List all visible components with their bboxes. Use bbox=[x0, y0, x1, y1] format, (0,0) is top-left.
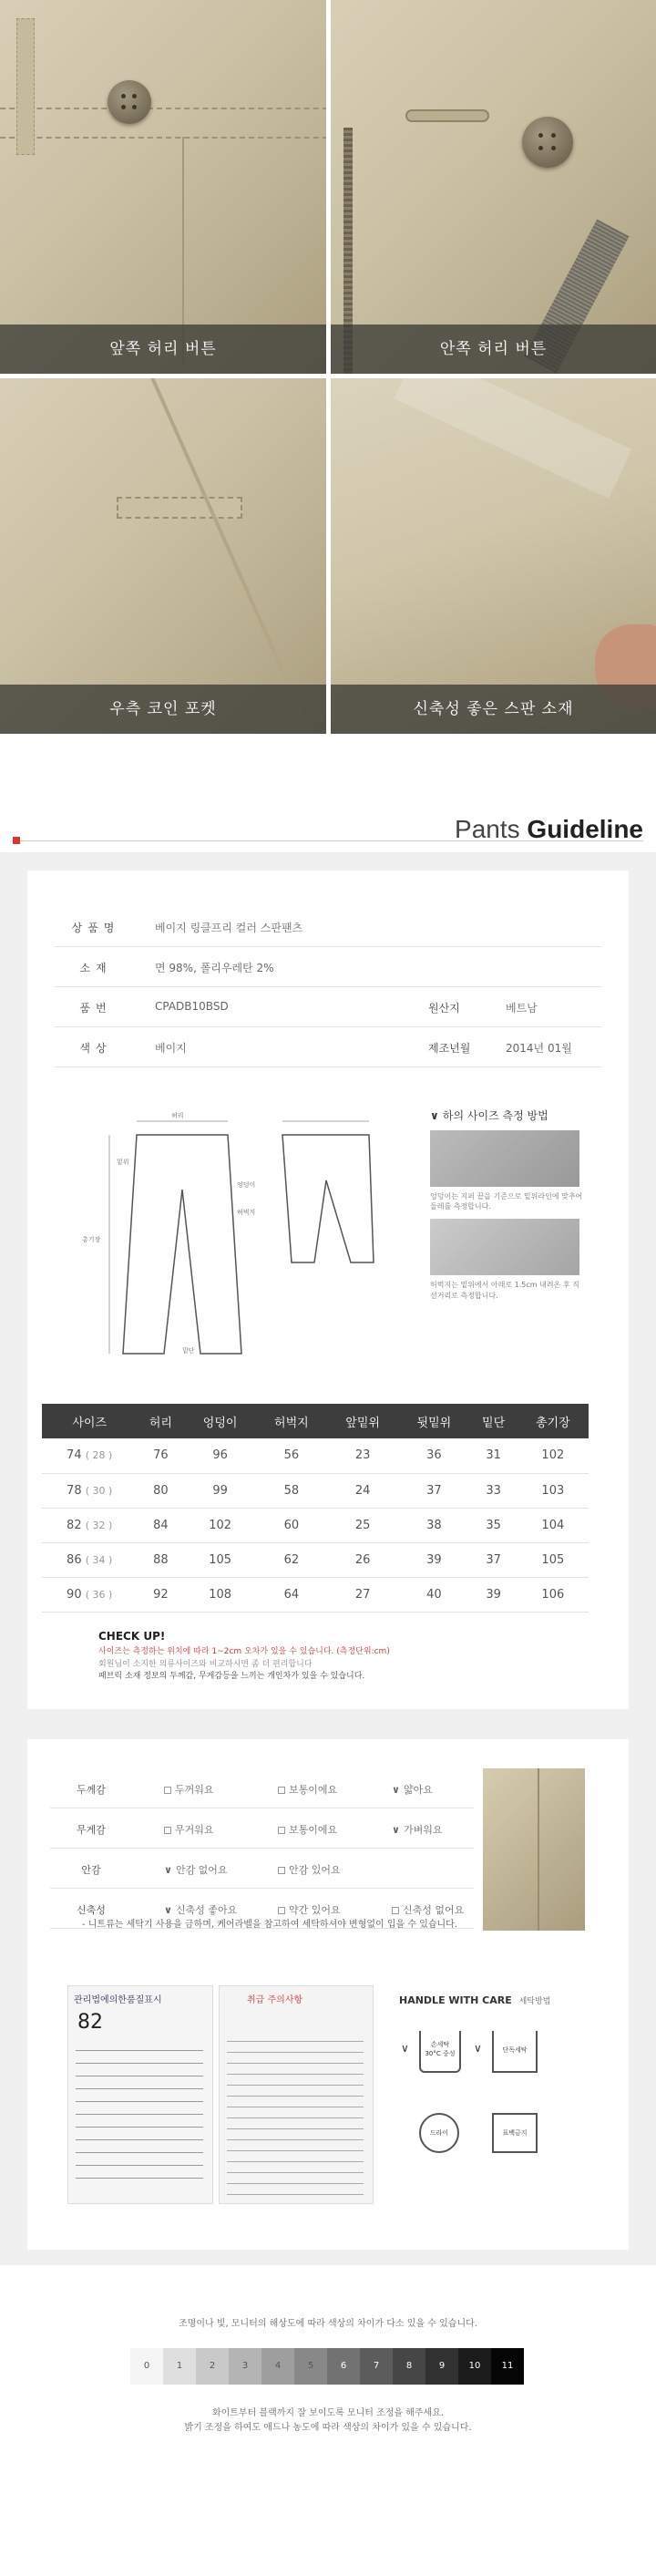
fit-row bbox=[50, 1808, 474, 1849]
gray-swatch: 4 bbox=[261, 2348, 294, 2385]
fit-label: 신축성 bbox=[77, 1904, 106, 1916]
care-box bbox=[383, 1985, 592, 2204]
checkbox-icon bbox=[164, 1827, 171, 1834]
size-header-cell: 밑단 bbox=[470, 1404, 518, 1438]
size-header-cell: 허리 bbox=[137, 1404, 184, 1438]
size-row bbox=[42, 1577, 589, 1612]
size-table-body bbox=[42, 1438, 589, 1612]
fit-label: 안감 bbox=[81, 1864, 101, 1876]
photo-inner-waist-button bbox=[331, 0, 656, 374]
size-alt: ( 32 ) bbox=[85, 1519, 113, 1531]
fit-label: 무게감 bbox=[77, 1824, 106, 1836]
size-measure-cell: 37 bbox=[470, 1542, 518, 1577]
buttonhole bbox=[405, 109, 489, 122]
fit-option-label: 약간 있어요 bbox=[289, 1904, 341, 1916]
info-value: CPADB10BSD bbox=[155, 1000, 229, 1013]
monitor-note3: 밝기 조정을 하여도 애드나 농도에 따라 색상의 차이가 있을 수 있습니다. bbox=[184, 2423, 472, 2433]
size-measure-cell: 31 bbox=[470, 1438, 518, 1473]
fit-option-label: 신축성 좋아요 bbox=[175, 1904, 238, 1916]
size-header-cell: 뒷밑위 bbox=[398, 1404, 469, 1438]
size-header-cell: 사이즈 bbox=[42, 1404, 137, 1438]
fit-option bbox=[164, 1862, 228, 1877]
size-measure-cell: 36 bbox=[398, 1438, 469, 1473]
size-header-cell: 총기장 bbox=[518, 1404, 589, 1438]
size-measure-cell: 96 bbox=[185, 1438, 256, 1473]
checkbox-icon bbox=[278, 1867, 285, 1874]
size-measure-cell: 40 bbox=[398, 1577, 469, 1612]
bleach-label: 표백금지 bbox=[502, 2129, 528, 2137]
belt-seam bbox=[0, 108, 326, 139]
info-value: 베이지 링클프리 컬러 스판팬츠 bbox=[155, 922, 303, 934]
fit-option-label: 얇아요 bbox=[403, 1784, 433, 1796]
size-measure-cell: 62 bbox=[256, 1542, 327, 1577]
fit-option-label: 가벼워요 bbox=[403, 1824, 443, 1836]
info-row bbox=[55, 1027, 601, 1067]
check-icon: ∨ bbox=[392, 1784, 400, 1796]
size-measure-cell: 26 bbox=[327, 1542, 398, 1577]
photo-caption: 신축성 좋은 스판 소재 bbox=[331, 685, 656, 734]
size-measure-cell: 108 bbox=[185, 1577, 256, 1612]
gray-swatch: 2 bbox=[196, 2348, 229, 2385]
size-measure-cell: 92 bbox=[137, 1577, 184, 1612]
info-label2: 제조년월 bbox=[428, 1042, 471, 1055]
size-measure-cell: 99 bbox=[185, 1473, 256, 1508]
size-alt: ( 28 ) bbox=[85, 1449, 113, 1462]
caution-lines bbox=[227, 2041, 364, 2196]
size-value: 82 bbox=[67, 1518, 82, 1532]
thigh-note: 허벅지는 밑위에서 아래로 1.5cm 내려온 후 직선거리로 측정합니다. bbox=[430, 1281, 579, 1300]
info-row bbox=[55, 987, 601, 1027]
inner-button-icon bbox=[522, 117, 573, 168]
size-measure-cell: 58 bbox=[256, 1473, 327, 1508]
size-header-cell: 앞밑위 bbox=[327, 1404, 398, 1438]
size-measure-cell: 33 bbox=[470, 1473, 518, 1508]
diagram-label-hip: 엉덩이 bbox=[237, 1181, 256, 1189]
photo-caption: 우측 코인 포켓 bbox=[0, 685, 326, 734]
size-cell bbox=[42, 1508, 137, 1542]
checkbox-icon bbox=[278, 1907, 285, 1914]
size-measure-cell: 25 bbox=[327, 1508, 398, 1542]
size-measure-cell: 38 bbox=[398, 1508, 469, 1542]
size-alt: ( 34 ) bbox=[85, 1553, 113, 1566]
checkup-line2: 회원님이 소지한 의류사이즈와 비교하시면 좀 더 편리합니다 bbox=[98, 1659, 313, 1669]
size-measure-cell: 24 bbox=[327, 1473, 398, 1508]
care-title-text: HANDLE WITH CARE bbox=[399, 1994, 512, 2006]
gray-swatch: 0 bbox=[130, 2348, 163, 2385]
size-measure-cell: 104 bbox=[518, 1508, 589, 1542]
measure-title-text: 하의 사이즈 측정 방법 bbox=[442, 1109, 548, 1122]
fit-option-label: 신축성 없어요 bbox=[403, 1904, 465, 1916]
fit-option-label: 보통이에요 bbox=[289, 1824, 338, 1836]
size-measure-cell: 84 bbox=[137, 1508, 184, 1542]
size-measure-cell: 27 bbox=[327, 1577, 398, 1612]
info-label: 상품명 bbox=[71, 922, 120, 934]
size-measure-cell: 39 bbox=[470, 1577, 518, 1612]
fit-option bbox=[392, 1902, 464, 1917]
hand-wash-label: 손세탁 bbox=[430, 2041, 450, 2048]
size-measure-cell: 88 bbox=[137, 1542, 184, 1577]
checkbox-icon bbox=[278, 1827, 285, 1834]
size-row bbox=[42, 1508, 589, 1542]
thigh-photo bbox=[430, 1219, 579, 1275]
fabric-texture bbox=[0, 378, 326, 734]
hand-wash-icon bbox=[419, 2031, 461, 2073]
diagram-label-rise: 밑위 bbox=[117, 1159, 129, 1166]
fit-option bbox=[278, 1782, 337, 1797]
coin-pocket bbox=[117, 497, 242, 519]
check-icon: ∨ bbox=[164, 1904, 172, 1916]
fit-option-label: 안감 있어요 bbox=[289, 1864, 341, 1876]
dry-clean-icon bbox=[419, 2113, 459, 2153]
gray-scale bbox=[130, 2348, 568, 2385]
size-measure-cell: 60 bbox=[256, 1508, 327, 1542]
caution-title: 취급 주의사항 bbox=[247, 1995, 303, 2005]
no-machine-wash-icon bbox=[492, 2031, 538, 2073]
fit-option bbox=[278, 1902, 341, 1917]
care-label-lines bbox=[76, 2050, 203, 2187]
fit-option-label: 두꺼워요 bbox=[175, 1784, 214, 1796]
size-cell bbox=[42, 1473, 137, 1508]
info-row bbox=[55, 907, 601, 947]
checkbox-icon bbox=[278, 1787, 285, 1794]
size-value: 86 bbox=[67, 1552, 82, 1567]
gray-swatch: 7 bbox=[360, 2348, 393, 2385]
size-measure-cell: 76 bbox=[137, 1438, 184, 1473]
photo-front-waist-button bbox=[0, 0, 326, 374]
photo-caption: 앞쪽 허리 버튼 bbox=[0, 325, 326, 374]
info-label: 품번 bbox=[79, 1002, 112, 1015]
size-table-header bbox=[42, 1404, 589, 1438]
size-value: 78 bbox=[67, 1483, 82, 1498]
diagram-label-waist: 허리 bbox=[171, 1112, 184, 1119]
size-measure-cell: 106 bbox=[518, 1577, 589, 1612]
checkup bbox=[98, 1630, 609, 1684]
info-value: 면 98%, 폴리우레탄 2% bbox=[155, 962, 274, 974]
care-label-photo bbox=[67, 1985, 213, 2204]
gray-swatch: 1 bbox=[163, 2348, 196, 2385]
fit-option-label: 보통이에요 bbox=[289, 1784, 338, 1796]
photo-stretch-fabric bbox=[331, 378, 656, 734]
measure-guide bbox=[430, 1108, 583, 1372]
check-icon: ∨ bbox=[430, 1109, 443, 1122]
fit-option bbox=[164, 1822, 214, 1837]
info-value: 베이지 bbox=[155, 1042, 187, 1055]
size-cell bbox=[42, 1542, 137, 1577]
size-measure-cell: 56 bbox=[256, 1438, 327, 1473]
caution-label-photo bbox=[219, 1985, 374, 2204]
hip-note: 엉덩이는 지퍼 끝을 기준으로 밑위라인에 맞추어 둘레를 측정합니다. bbox=[430, 1192, 583, 1211]
guideline-light: Pants bbox=[455, 815, 520, 843]
gray-swatch: 6 bbox=[327, 2348, 360, 2385]
guideline-bold: Guideline bbox=[527, 815, 643, 843]
size-table bbox=[42, 1404, 589, 1613]
guideline-marker bbox=[13, 837, 20, 844]
diagram-label-thigh: 허벅지 bbox=[237, 1209, 256, 1216]
photo-caption: 안쪽 허리 버튼 bbox=[331, 325, 656, 374]
fit-option bbox=[164, 1902, 237, 1917]
gray-swatch: 5 bbox=[294, 2348, 327, 2385]
info-value2: 2014년 01월 bbox=[506, 1042, 572, 1055]
gray-swatch: 9 bbox=[425, 2348, 458, 2385]
size-measure-cell: 102 bbox=[185, 1508, 256, 1542]
size-measure-cell: 35 bbox=[470, 1508, 518, 1542]
fit-option bbox=[392, 1822, 442, 1837]
info-label2: 원산지 bbox=[428, 1002, 460, 1015]
fit-option bbox=[164, 1782, 214, 1797]
size-row bbox=[42, 1438, 589, 1473]
fabric-texture bbox=[0, 0, 326, 374]
fit-row bbox=[50, 1849, 474, 1889]
checkbox-icon bbox=[164, 1787, 171, 1794]
size-measure-cell: 37 bbox=[398, 1473, 469, 1508]
diagram-label-length: 총기장 bbox=[82, 1236, 101, 1243]
info-row bbox=[55, 947, 601, 987]
guideline-title bbox=[455, 815, 643, 844]
size-alt: ( 36 ) bbox=[85, 1588, 113, 1601]
fit-row bbox=[50, 1768, 474, 1808]
care-label-num: 82 bbox=[77, 2011, 103, 2034]
size-value: 90 bbox=[67, 1587, 82, 1602]
size-row bbox=[42, 1542, 589, 1577]
pants-outline-svg bbox=[55, 1108, 419, 1363]
size-measure-cell: 105 bbox=[518, 1542, 589, 1577]
checkup-line1: 사이즈는 측정하는 위치에 따라 1~2cm 오차가 있을 수 있습니다. (측정단위:cm) bbox=[98, 1647, 390, 1656]
check-icon: ∨ bbox=[164, 1864, 172, 1876]
checkup-title: CHECK UP! bbox=[98, 1630, 166, 1643]
size-row bbox=[42, 1473, 589, 1508]
monitor-note2: 화이트부터 블랙까지 잘 보이도록 모니터 조정을 해주세요. bbox=[211, 2408, 445, 2418]
checkup-line3: 패브릭 소재 정보의 두께감, 무게감등을 느끼는 개인차가 있을 수 있습니다. bbox=[98, 1672, 365, 1681]
size-measure-cell: 64 bbox=[256, 1577, 327, 1612]
fit-note: - 니트류는 세탁기 사용을 금하며, 케어라벨을 참고하여 세탁하셔야 변형없이 입을 수 있습니다. bbox=[82, 1920, 458, 1930]
care-label-tag: 관리법에의한품질표시 bbox=[74, 1995, 162, 2005]
size-measure-cell: 105 bbox=[185, 1542, 256, 1577]
gray-swatch: 11 bbox=[491, 2348, 524, 2385]
check-icon: ∨ bbox=[474, 2042, 482, 2055]
separate-wash-label: 단독세탁 bbox=[502, 2046, 528, 2054]
fit-option bbox=[278, 1822, 337, 1837]
care-subtitle: 세탁방법 bbox=[518, 1997, 551, 2006]
fit-option bbox=[392, 1782, 433, 1797]
fabric-swatch bbox=[483, 1768, 585, 1931]
measure-title bbox=[430, 1108, 583, 1123]
checkbox-icon bbox=[392, 1907, 399, 1914]
diagram-label-hem: 밑단 bbox=[182, 1347, 195, 1355]
size-alt: ( 30 ) bbox=[85, 1484, 113, 1497]
temp-label: 30°C 중성 bbox=[425, 2050, 456, 2057]
size-measure-cell: 102 bbox=[518, 1438, 589, 1473]
size-value: 74 bbox=[67, 1448, 82, 1463]
gray-swatch: 8 bbox=[393, 2348, 425, 2385]
dry-label: 드라이 bbox=[429, 2129, 449, 2137]
no-bleach-icon bbox=[492, 2113, 538, 2153]
gray-swatch: 3 bbox=[229, 2348, 261, 2385]
size-measure-cell: 103 bbox=[518, 1473, 589, 1508]
size-header-cell: 허벅지 bbox=[256, 1404, 327, 1438]
size-header-cell: 엉덩이 bbox=[185, 1404, 256, 1438]
check-icon: ∨ bbox=[392, 1824, 400, 1836]
size-cell bbox=[42, 1577, 137, 1612]
size-cell bbox=[42, 1438, 137, 1473]
size-measure-cell: 39 bbox=[398, 1542, 469, 1577]
info-label: 색상 bbox=[79, 1042, 112, 1055]
fit-option bbox=[278, 1862, 341, 1877]
size-measure-cell: 23 bbox=[327, 1438, 398, 1473]
fit-option-label: 안감 없어요 bbox=[175, 1864, 228, 1876]
hip-photo bbox=[430, 1130, 579, 1187]
front-button-icon bbox=[108, 80, 151, 124]
fit-label: 두께감 bbox=[77, 1784, 106, 1796]
info-value2: 베트남 bbox=[506, 1002, 538, 1015]
monitor-note1: 조명이나 빛, 모니터의 해상도에 따라 색상의 차이가 다소 있을 수 있습니다. bbox=[179, 2319, 477, 2329]
check-icon: ∨ bbox=[401, 2042, 409, 2055]
size-measure-cell: 80 bbox=[137, 1473, 184, 1508]
pants-diagram bbox=[55, 1108, 419, 1363]
belt-loop bbox=[16, 18, 35, 155]
photo-coin-pocket bbox=[0, 378, 326, 734]
care-title bbox=[399, 1994, 576, 2006]
info-label: 소재 bbox=[79, 962, 112, 974]
gray-swatch: 10 bbox=[458, 2348, 491, 2385]
fabric-texture bbox=[331, 0, 656, 374]
fit-option-label: 무거워요 bbox=[175, 1824, 214, 1836]
swatch-seam bbox=[538, 1768, 539, 1931]
